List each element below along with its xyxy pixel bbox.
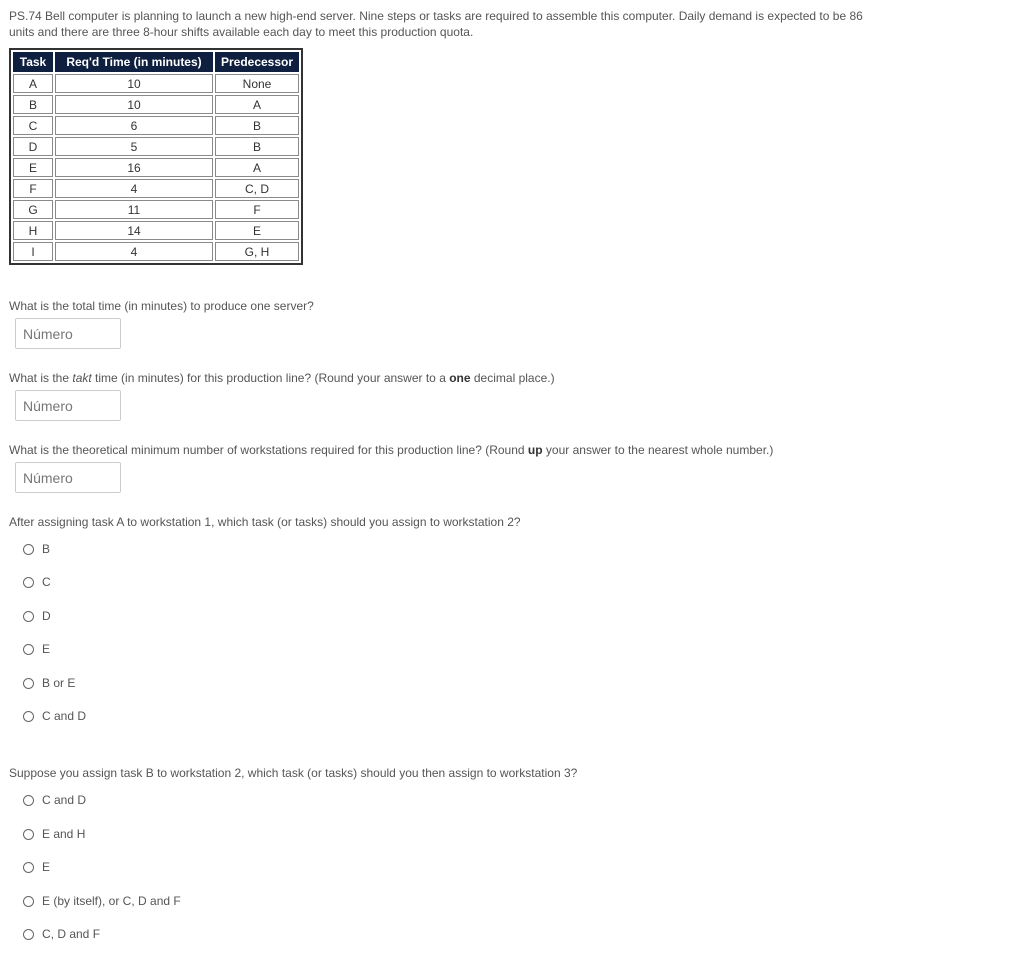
radio-circle-icon[interactable] [23,711,34,722]
cell-time: 10 [55,74,213,93]
question-min-workstations [9,443,773,457]
radio-circle-icon[interactable] [23,795,34,806]
total-time-input[interactable] [15,318,121,349]
radio-circle-icon[interactable] [23,929,34,940]
cell-predecessor: E [215,221,299,240]
ws3-option-cdf[interactable] [23,927,100,941]
ws3-option-e-and-h[interactable] [23,827,85,841]
cell-predecessor: None [215,74,299,93]
table-row [13,158,299,177]
cell-time: 6 [55,116,213,135]
header-time: Req'd Time (in minutes) [55,52,213,72]
ws2-option-d[interactable] [23,609,51,623]
question-total-time: What is the total time (in minutes) to produce one server? [9,299,314,313]
cell-task: F [13,179,53,198]
cell-task: H [13,221,53,240]
cell-time: 14 [55,221,213,240]
radio-label: D [42,609,51,623]
radio-label: C, D and F [42,927,101,941]
ws2-option-c-and-d[interactable] [23,709,86,723]
question-takt-strong: one [449,371,471,385]
cell-predecessor: F [215,200,299,219]
table-row [13,200,299,219]
radio-circle-icon[interactable] [23,678,34,689]
ws3-option-e-or-cdf[interactable] [23,894,181,908]
cell-predecessor: A [215,95,299,114]
cell-time: 16 [55,158,213,177]
ws3-option-c-and-d[interactable] [23,793,86,807]
ws2-option-b[interactable] [23,542,50,556]
radio-label: E and H [42,827,86,841]
ws2-option-c[interactable] [23,575,51,589]
ws3-option-e[interactable] [23,860,50,874]
radio-label: E (by itself), or C, D and F [42,894,181,908]
cell-time: 11 [55,200,213,219]
cell-time: 10 [55,95,213,114]
question-ws-text-post: your answer to the nearest whole number.) [542,443,774,457]
radio-circle-icon[interactable] [23,829,34,840]
radio-circle-icon[interactable] [23,896,34,907]
cell-predecessor: B [215,116,299,135]
question-workstation-2: After assigning task A to workstation 1, which task (or tasks) should you assign to workstation 2? [9,515,521,529]
cell-time: 5 [55,137,213,156]
radio-label: C [42,575,51,589]
radio-circle-icon[interactable] [23,644,34,655]
table-row [13,221,299,240]
min-workstations-input[interactable] [15,462,121,493]
question-workstation-3: Suppose you assign task B to workstation 2, which task (or tasks) should you then assign to workstation 3? [9,766,578,780]
problem-statement: PS.74 Bell computer is planning to launch a new high-end server. Nine steps or tasks are required to assemble this computer. Daily demand is expected to be 86 units and there are three 8-hour shifts available each day to meet this production quota. [9,9,863,39]
radio-label: B [42,542,51,556]
radio-label: E [42,642,51,656]
cell-predecessor: A [215,158,299,177]
table-row [13,179,299,198]
cell-task: E [13,158,53,177]
header-task: Task [13,52,53,72]
ws2-option-b-or-e[interactable] [23,676,75,690]
cell-task: B [13,95,53,114]
cell-time: 4 [55,242,213,261]
header-predecessor: Predecessor [215,52,299,72]
cell-predecessor: B [215,137,299,156]
radio-circle-icon[interactable] [23,577,34,588]
question-takt-emphasis: takt [72,371,92,385]
radio-circle-icon[interactable] [23,544,34,555]
cell-task: C [13,116,53,135]
question-takt-text-mid: time (in minutes) for this production line? (Round your answer to a [91,371,450,385]
radio-label: C and D [42,709,87,723]
question-takt-text-pre: What is the [9,371,73,385]
table-row [13,116,299,135]
table-row [13,137,299,156]
cell-predecessor: C, D [215,179,299,198]
table-header-row [13,52,299,72]
table-row [13,242,299,261]
cell-predecessor: G, H [215,242,299,261]
question-takt-text-post: decimal place.) [470,371,555,385]
radio-label: E [42,860,51,874]
cell-time: 4 [55,179,213,198]
task-table [9,48,303,265]
takt-time-input[interactable] [15,390,121,421]
radio-label: C and D [42,793,87,807]
radio-label: B or E [42,676,76,690]
table-row [13,74,299,93]
question-ws-text-pre: What is the theoretical minimum number of workstations required for this production line? (Round [9,443,528,457]
radio-circle-icon[interactable] [23,611,34,622]
cell-task: A [13,74,53,93]
cell-task: G [13,200,53,219]
question-takt-time [9,371,555,385]
table-row [13,95,299,114]
radio-circle-icon[interactable] [23,862,34,873]
ws2-option-e[interactable] [23,642,50,656]
cell-task: D [13,137,53,156]
cell-task: I [13,242,53,261]
question-ws-strong: up [527,443,543,457]
